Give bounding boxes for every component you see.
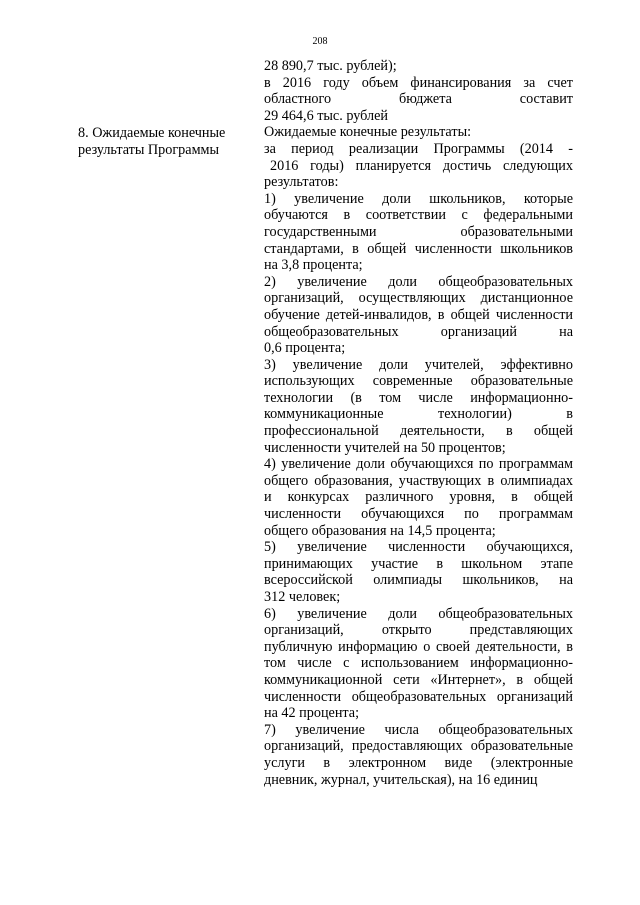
content-line: услуги в электронном виде (электронные	[264, 754, 573, 771]
content-line: общеобразовательных организаций на	[264, 323, 573, 340]
content-line: организаций, открыто представляющих	[264, 622, 573, 639]
content-line: численности обучающихся по программам	[264, 506, 573, 523]
content-line: использующих современные образовательные	[264, 373, 573, 390]
content-line: том числе с использованием информационно-	[264, 655, 573, 672]
content-line: общего образования, участвующих в олимпиадах	[264, 472, 573, 489]
content-line: общего образования на 14,5 процента;	[264, 522, 496, 539]
content-line: результатов:	[264, 174, 339, 191]
content-line: принимающих участие в школьном этапе	[264, 555, 573, 572]
content-line: технологии (в том числе информационно-	[264, 389, 573, 406]
content-line: 5) увеличение численности обучающихся,	[264, 539, 573, 556]
content-line: за период реализации Программы (2014 -	[264, 140, 573, 157]
content-line: 312 человек;	[264, 589, 341, 605]
content-line: 4) увеличение доли обучающихся по программам	[264, 456, 573, 473]
content-line: организаций, осуществляющих дистанционное	[264, 290, 573, 307]
content-line: 0,6 процента;	[264, 340, 346, 357]
content-line: всероссийской олимпиады школьников, на	[264, 572, 573, 589]
content-line: стандартами, в общей численности школьников	[264, 240, 573, 257]
section-title-line: результаты Программы	[78, 141, 220, 158]
content-line: численности учителей на 50 процентов;	[264, 439, 506, 456]
content-line: 29 464,6 тыс. рублей	[264, 107, 388, 124]
content-line: публичную информацию о своей деятельности, в	[264, 638, 573, 655]
content-line: в 2016 году объем финансирования за счет	[264, 74, 573, 91]
content-line: 3) увеличение доли учителей, эффективно	[264, 356, 573, 373]
content-line: Ожидаемые конечные результаты:	[264, 124, 472, 141]
content-line: 28 890,7 тыс. рублей);	[264, 58, 397, 74]
content-line: организаций, предоставляющих образовательные	[264, 738, 573, 755]
content-line: 1) увеличение доли школьников, которые	[264, 190, 573, 207]
content-line: дневник, журнал, учительская), на 16 единиц	[264, 771, 538, 788]
section-title-line: 8. Ожидаемые конечные	[78, 125, 226, 141]
content-line: коммуникационные технологии) в	[264, 406, 573, 423]
content-line: 7) увеличение числа общеобразовательных	[264, 721, 573, 738]
content-line: 6) увеличение доли общеобразовательных	[264, 605, 573, 622]
page-number: 208	[312, 36, 328, 47]
content-line: обучаются в соответствии с федеральными	[264, 207, 573, 224]
content-line: и конкурсах различного уровня, в общей	[264, 489, 573, 506]
content-line: коммуникационной сети «Интернет», в общей	[264, 671, 573, 688]
section-content	[264, 58, 573, 788]
content-line: на 42 процента;	[264, 705, 360, 722]
content-line: 2016 годы) планируется достичь следующих	[270, 157, 573, 174]
content-line: профессиональной деятельности, в общей	[264, 423, 573, 440]
section-title	[78, 125, 256, 158]
content-line: на 3,8 процента;	[264, 257, 363, 274]
content-line: областного бюджета составит	[264, 91, 573, 108]
content-line: обучение детей-инвалидов, в общей численности	[264, 306, 573, 323]
content-line: государственными образовательными	[264, 223, 573, 240]
content-line: численности общеобразовательных организаций	[264, 688, 573, 705]
content-line: 2) увеличение доли общеобразовательных	[264, 273, 573, 290]
